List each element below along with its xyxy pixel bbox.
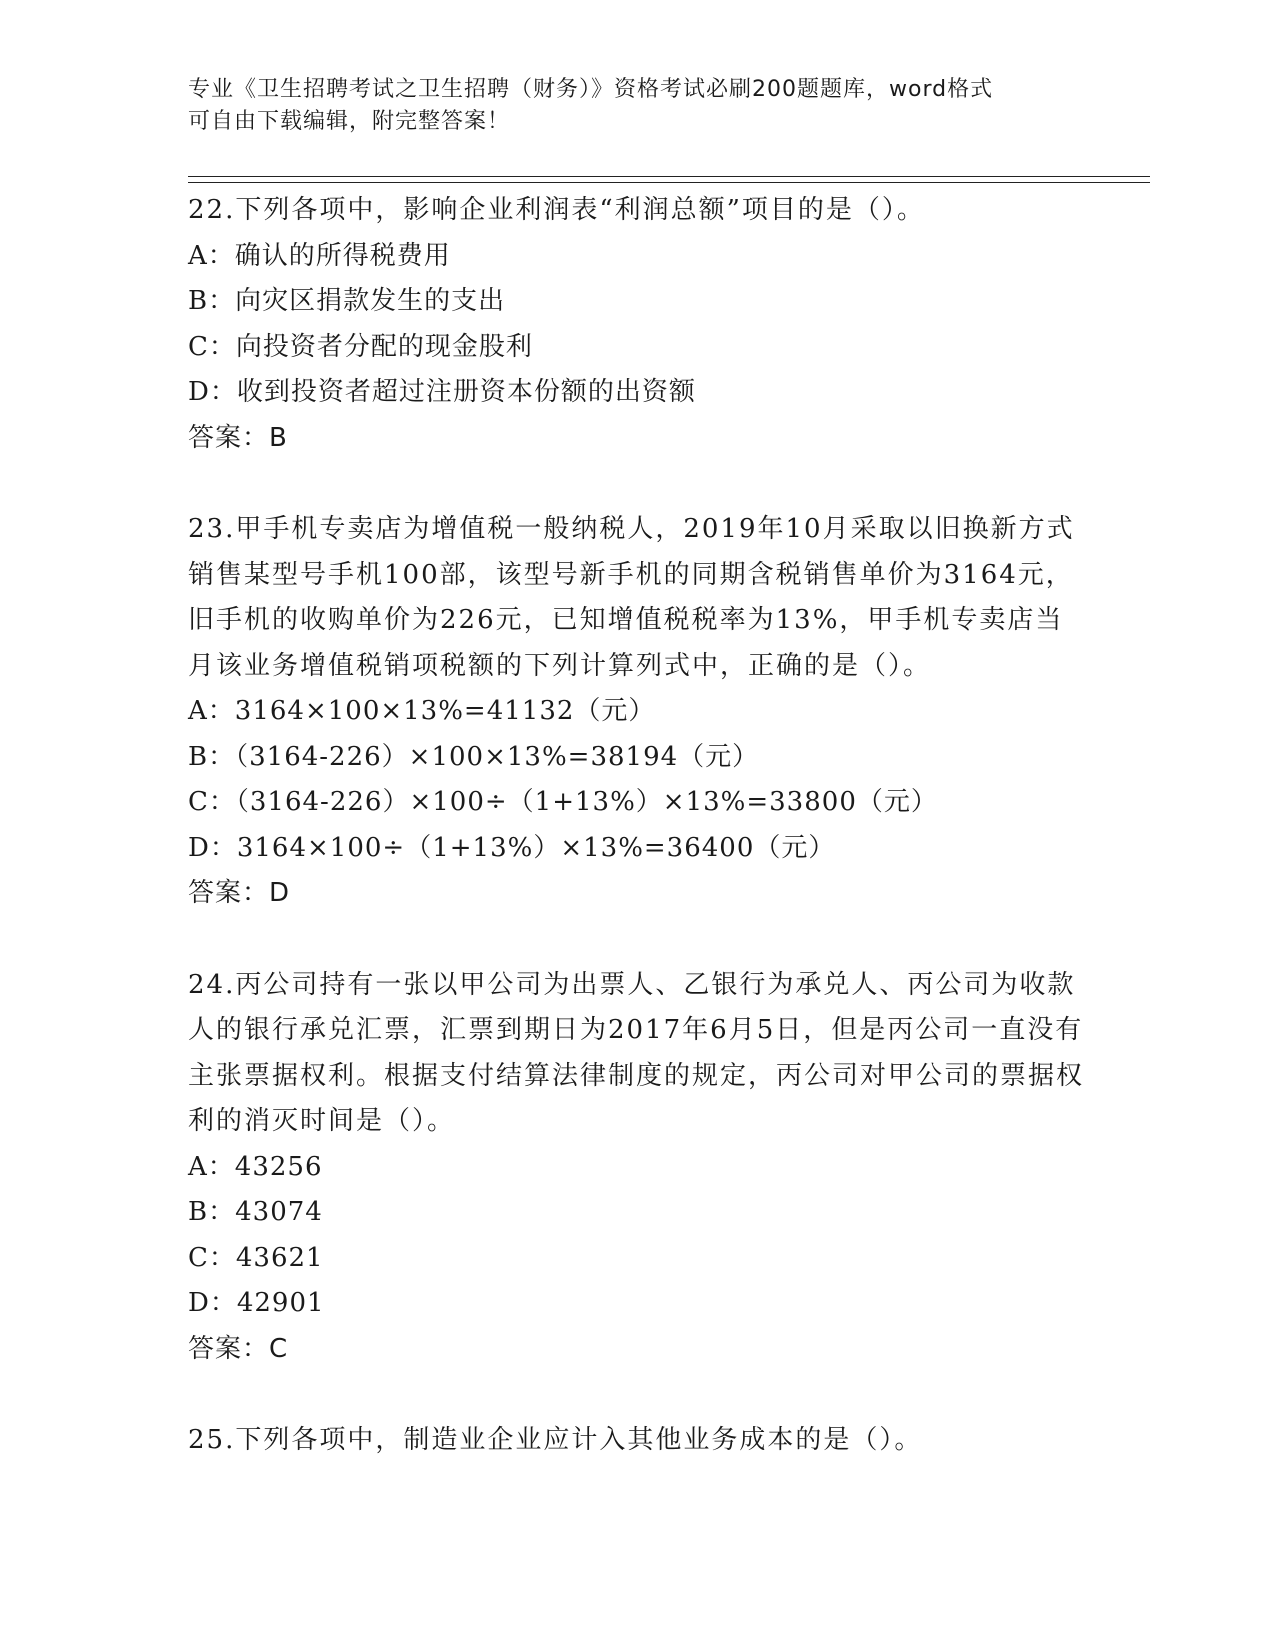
option-c: C：向投资者分配的现金股利 [188,331,533,362]
header-divider-bottom [188,182,1150,183]
option-b: B：向灾区捐款发生的支出 [188,286,506,316]
header-line-2: 可自由下载编辑，附完整答案！ [188,109,511,134]
question-list [188,188,1088,1510]
option-a: A：3164×100×13%=41132（元） [188,696,656,726]
option-c: C：（3164-226）×100÷（1+13%）×13%=33800（元） [188,787,938,817]
option-b: B：（3164-226）×100×13%=38194（元） [188,741,760,772]
option-b: B：43074 [188,1197,323,1227]
header-divider-top [188,176,1150,177]
header-line-1: 专业《卫生招聘考试之卫生招聘（财务）》资格考试必刷200题题库，word格式 [188,77,994,102]
option-d: D：3164×100÷（1+13%）×13%=36400（元） [188,832,836,863]
answer-line: 答案：D [188,878,291,908]
option-a: A：43256 [188,1151,323,1182]
answer-line: 答案：B [188,422,288,453]
question-stem: 25.下列各项中，制造业企业应计入其他业务成本的是（）。 [188,1425,923,1455]
question-stem: 24.丙公司持有一张以甲公司为出票人、乙银行为承兑人、丙公司为收款人的银行承兑汇票，汇票到期日为2017年6月5日，但是丙公司一直没有主张票据权利。根据支付结算法律制度的规定，丙公司对甲公司的票据权利的消灭时间是（）。 [188,969,1085,1136]
option-d: D：42901 [188,1288,325,1318]
answer-line: 答案：C [188,1333,289,1364]
question-22 [188,188,1088,461]
question-25 [188,1418,1088,1464]
question-23 [188,507,1088,917]
option-d: D：收到投资者超过注册资本份额的出资额 [188,377,696,407]
question-stem: 22.下列各项中，影响企业利润表“利润总额”项目的是（）。 [188,195,925,225]
question-24 [188,963,1088,1373]
option-c: C：43621 [188,1242,324,1273]
option-a: A：确认的所得税费用 [188,240,451,271]
document-header [188,74,1068,138]
question-stem: 23.甲手机专卖店为增值税一般纳税人，2019年10月采取以旧换新方式销售某型号手机100部，该型号新手机的同期含税销售单价为3164元，旧手机的收购单价为226元，已知增值税税率为13%，甲手机专卖店当月该业务增值税销项税额的下列计算列式中，正确的是（）。 [188,514,1075,681]
